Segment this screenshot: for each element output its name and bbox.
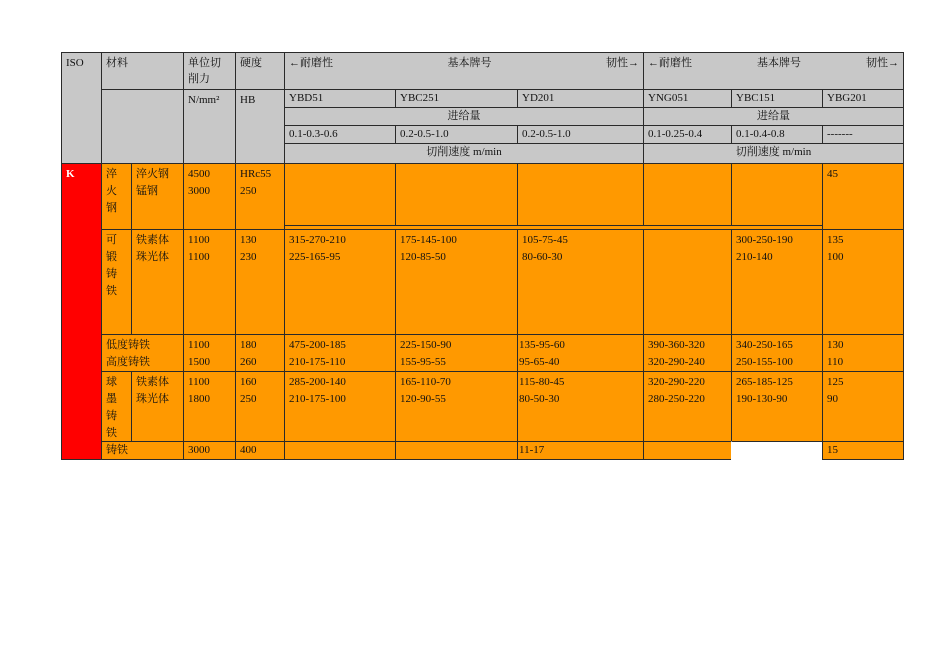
row5-speed-ybd51 [284,441,396,460]
row3-speed-yng051: 390-360-320 320-290-240 [643,334,732,372]
row2-speed-ybc251: 175-145-100 120-85-50 [395,229,518,335]
feed-label-1: 进给量 [284,107,644,126]
toughness-label-2: 韧性→ [866,57,899,69]
row1-speed-yng051 [643,163,732,226]
row2-speed-yng051 [643,229,732,335]
row2-speed-ybd51: 315-270-210 225-165-95 [284,229,396,335]
grade-ybc151: YBC151 [731,89,823,108]
wear-resistance-label-2: ←耐磨性 [648,57,692,69]
grade-yd201: YD201 [517,89,644,108]
row1-unit-force: 4500 3000 [183,163,236,230]
row3-speed-ybc251: 225-150-90 155-95-55 [395,334,518,372]
row2-speed-ybc151: 300-250-190 210-140 [731,229,823,335]
row5-hardness: 400 [235,441,285,460]
feed-label-2: 进给量 [643,107,904,126]
speed-label-1: 切削速度 m/min [284,143,644,164]
row3-hardness: 180 260 [235,334,285,372]
grade-ybg201: YBG201 [822,89,904,108]
row2-speed-yd201: 105-75-45 80-60-30 [517,229,644,335]
iso-k-cell: K [61,163,102,460]
base-grade-label-1: 基本牌号 [447,57,492,69]
grade-ybd51: YBD51 [284,89,396,108]
row3-unit-force: 1100 1500 [183,334,236,372]
row1-material-sub: 淬火钢 锰钢 [131,163,184,230]
base-grade-label-2: 基本牌号 [757,57,801,69]
row5-speed-ybc251 [395,441,518,460]
row4-material-group: 球 墨 铸 铁 [101,371,132,442]
header-hardness: 硬度 [235,52,285,90]
hardness-unit-text: HB [240,94,256,106]
grade-ybc251: YBC251 [395,89,518,108]
row4-speed-ybc151: 265-185-125 190-130-90 [731,371,823,442]
header-hardness-unit [235,89,285,164]
row2-speed-ybg201: 135 100 [822,229,904,335]
row1-speed-yd201 [517,163,644,226]
row4-material-sub: 铁素体 珠光体 [131,371,184,442]
toughness-label-1: 韧性→ [606,57,639,69]
row5-speed-yng051 [643,441,732,460]
row5-speed-ybc151 [731,441,823,460]
row1-speed-ybc151 [731,163,823,226]
row3-speed-ybc151: 340-250-165 250-155-100 [731,334,823,372]
feed-value-ybg201: ------- [822,125,904,144]
header-unit-force: 单位切 削力 [183,52,236,90]
header-unit-force-unit [183,89,236,164]
row5-material: 铸铁 [101,441,184,460]
row5-speed-yd201: 11-17 [517,441,644,460]
row1-speed-ybg201: 45 [822,163,904,230]
row3-material: 低度铸铁 高度铸铁 [101,334,184,372]
header-material-blank [101,89,184,164]
row5-unit-force: 3000 [183,441,236,460]
row1-speed-ybc251 [395,163,518,226]
wear-resistance-label-1: ←耐磨性 [289,57,333,69]
row4-speed-yd201: 115-80-45 80-50-30 [517,371,644,442]
feed-value-yng051: 0.1-0.25-0.4 [643,125,732,144]
header-group-2 [643,52,904,90]
row4-unit-force: 1100 1800 [183,371,236,442]
header-iso: ISO [61,52,102,164]
feed-value-ybc151: 0.1-0.4-0.8 [731,125,823,144]
row4-speed-ybc251: 165-110-70 120-90-55 [395,371,518,442]
header-material: 材料 [101,52,184,90]
row3-speed-ybd51: 475-200-185 210-175-110 [284,334,396,372]
row2-material-group: 可 锻 铸 铁 [101,229,132,335]
unit-force-unit-text: N/mm² [188,94,220,106]
speed-label-2: 切削速度 m/min [643,143,904,164]
feed-value-ybd51: 0.1-0.3-0.6 [284,125,396,144]
feed-value-ybc251: 0.2-0.5-1.0 [395,125,518,144]
row4-hardness: 160 250 [235,371,285,442]
feed-value-yd201: 0.2-0.5-1.0 [517,125,644,144]
row2-hardness: 130 230 [235,229,285,335]
row5-speed-ybg201: 15 [822,441,904,460]
row3-speed-ybg201: 130 110 [822,334,904,372]
grade-yng051: YNG051 [643,89,732,108]
row3-speed-yd201: 135-95-60 95-65-40 [517,334,644,372]
row1-hardness: HRc55 250 [235,163,285,230]
row4-speed-ybd51: 285-200-140 210-175-100 [284,371,396,442]
row2-material-sub: 铁素体 珠光体 [131,229,184,335]
row1-speed-ybd51 [284,163,396,226]
header-group-1 [284,52,644,90]
row4-speed-yng051: 320-290-220 280-250-220 [643,371,732,442]
row1-material-group: 淬 火 钢 [101,163,132,230]
row2-unit-force: 1100 1100 [183,229,236,335]
row4-speed-ybg201: 125 90 [822,371,904,442]
